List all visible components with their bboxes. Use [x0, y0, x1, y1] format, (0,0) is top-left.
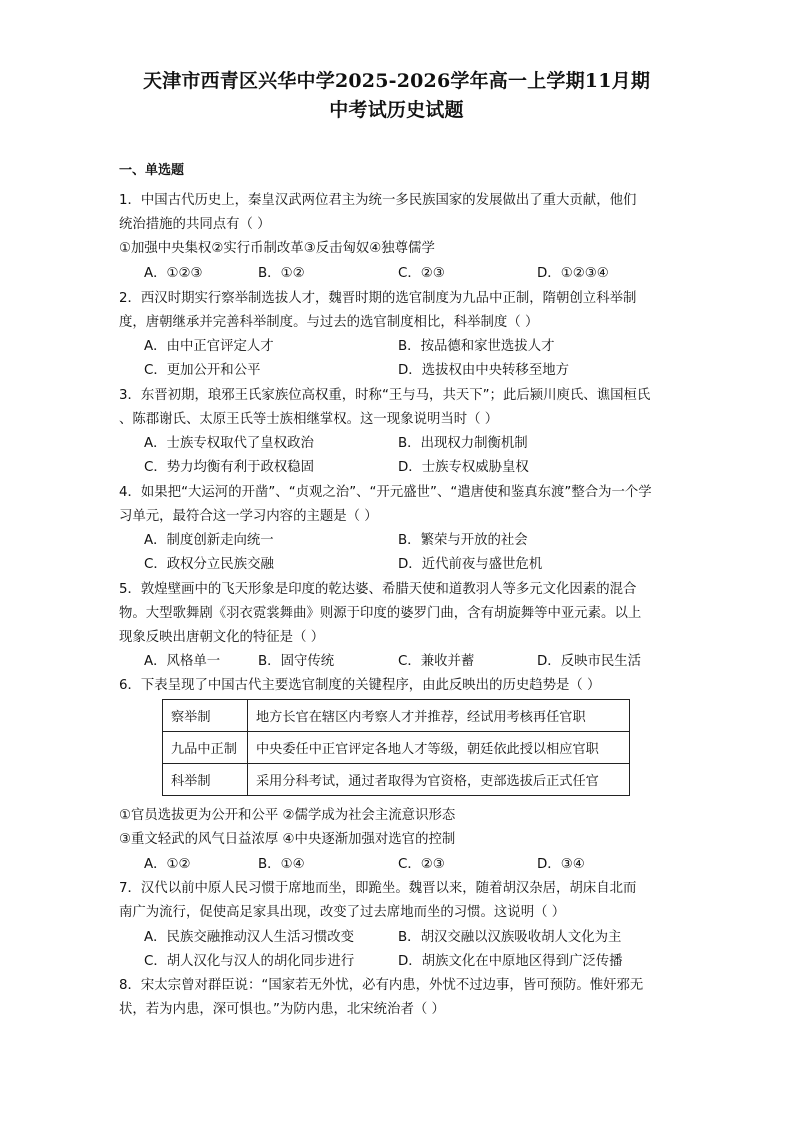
- q5-stem-line-3: 现象反映出唐朝文化的特征是（ ）: [119, 630, 325, 645]
- table-row: [163, 700, 630, 732]
- q2-stem-line-2: 度，唐朝继承并完善科举制度。与过去的选官制度相比，科举制度（ ）: [119, 315, 539, 330]
- q2-option-a[interactable]: A．由中正官评定人才: [144, 339, 274, 354]
- q3-option-b[interactable]: B．出现权力制衡机制: [398, 436, 528, 451]
- q4-option-d[interactable]: D．近代前夜与盛世危机: [398, 557, 543, 572]
- q1-option-b[interactable]: B．①②: [258, 266, 305, 281]
- q5-option-a[interactable]: A．风格单一: [144, 654, 221, 669]
- table-cell-procedure: 采用分科考试，通过者取得为官资格，吏部选拔后正式任官: [248, 764, 630, 796]
- exam-title-line-2: 中考试历史试题: [329, 99, 464, 121]
- q2-option-b[interactable]: B．按品德和家世选拔人才: [398, 339, 555, 354]
- q7-stem-line-2: 南广为流行，促使高足家具出现，改变了过去席地而坐的习惯。这说明（ ）: [119, 905, 566, 920]
- q6-option-b[interactable]: B．①④: [258, 857, 305, 872]
- table-cell-procedure: 中央委任中正官评定各地人才等级，朝廷依此授以相应官职: [248, 732, 630, 764]
- q5-stem-line-1: 5．敦煌壁画中的飞天形象是印度的乾达婆、希腊天使和道教羽人等多元文化因素的混合: [119, 582, 637, 597]
- q5-option-d[interactable]: D．反映市民生活: [537, 654, 642, 669]
- table-row: [163, 764, 630, 796]
- q4-stem-line-2: 习单元，最符合这一学习内容的主题是（ ）: [119, 509, 378, 524]
- q3-stem-line-2: 、陈郡谢氏、太原王氏等士族相继掌权。这一现象说明当时（ ）: [119, 412, 499, 427]
- q5-option-b[interactable]: B．固守传统: [258, 654, 335, 669]
- q1-stem-line-1: 1．中国古代历史上，秦皇汉武两位君主为统一多民族国家的发展做出了重大贡献，他们: [119, 193, 637, 208]
- table-cell-system: 科举制: [163, 764, 248, 796]
- section-heading: 一、单选题: [119, 163, 185, 178]
- table-cell-procedure: 地方长官在辖区内考察人才并推荐，经试用考核再任官职: [248, 700, 630, 732]
- q6-stem-line-1: 6．下表呈现了中国古代主要选官制度的关键程序，由此反映出的历史趋势是（ ）: [119, 678, 601, 693]
- q2-stem-line-1: 2．西汉时期实行察举制选拔人才，魏晋时期的选官制度为九品中正制，隋朝创立科举制: [119, 291, 637, 306]
- q6-statements-line-1: ①官员选拔更为公开和公平 ②儒学成为社会主流意识形态: [119, 808, 456, 823]
- q1-option-a[interactable]: A．①②③: [144, 266, 203, 281]
- table-row: [163, 732, 630, 764]
- table-cell-system: 九品中正制: [163, 732, 248, 764]
- q5-stem-line-2: 物。大型歌舞剧《羽衣霓裳舞曲》则源于印度的婆罗门曲，含有胡旋舞等中亚元素。以上: [119, 606, 642, 621]
- q1-option-c[interactable]: C．②③: [398, 266, 445, 281]
- exam-title-line-1: 天津市西青区兴华中学2025-2026学年高一上学期11月期: [142, 70, 651, 92]
- q1-statements: ①加强中央集权②实行币制改革③反击匈奴④独尊儒学: [119, 241, 435, 256]
- q3-option-c[interactable]: C．势力均衡有利于政权稳固: [144, 460, 315, 475]
- q7-option-d[interactable]: D．胡族文化在中原地区得到广泛传播: [398, 954, 623, 969]
- q2-option-c[interactable]: C．更加公开和公平: [144, 363, 261, 378]
- q8-stem-line-2: 状，若为内患，深可惧也。”为防内患，北宋统治者（ ）: [119, 1002, 445, 1017]
- q7-option-c[interactable]: C．胡人汉化与汉人的胡化同步进行: [144, 954, 355, 969]
- q8-stem-line-1: 8．宋太宗曾对群臣说：“国家若无外忧，必有内患，外忧不过边事，皆可预防。惟奸邪无: [119, 978, 644, 993]
- q4-option-a[interactable]: A．制度创新走向统一: [144, 533, 274, 548]
- q4-option-b[interactable]: B．繁荣与开放的社会: [398, 533, 528, 548]
- q6-option-c[interactable]: C．②③: [398, 857, 445, 872]
- q6-statements-line-2: ③重文轻武的风气日益浓厚 ④中央逐渐加强对选官的控制: [119, 832, 456, 847]
- q1-option-d[interactable]: D．①②③④: [537, 266, 609, 281]
- q6-option-d[interactable]: D．③④: [537, 857, 585, 872]
- q3-option-d[interactable]: D．士族专权威胁皇权: [398, 460, 529, 475]
- q1-stem-line-2: 统治措施的共同点有（ ）: [119, 217, 271, 232]
- q4-stem-line-1: 4．如果把“大运河的开凿”、“贞观之治”、“开元盛世”、“遣唐使和鉴真东渡”整合为一个学: [119, 485, 652, 500]
- table-cell-system: 察举制: [163, 700, 248, 732]
- q7-option-b[interactable]: B．胡汉交融以汉族吸收胡人文化为主: [398, 930, 622, 945]
- q7-option-a[interactable]: A．民族交融推动汉人生活习惯改变: [144, 930, 355, 945]
- q3-option-a[interactable]: A．士族专权取代了皇权政治: [144, 436, 314, 451]
- q4-option-c[interactable]: C．政权分立民族交融: [144, 557, 274, 572]
- q5-option-c[interactable]: C．兼收并蓄: [398, 654, 475, 669]
- q7-stem-line-1: 7．汉代以前中原人民习惯于席地而坐，即跪坐。魏晋以来，随着胡汉杂居，胡床自北而: [119, 881, 637, 896]
- q2-option-d[interactable]: D．选拔权由中央转移至地方: [398, 363, 569, 378]
- q3-stem-line-1: 3．东晋初期，琅邪王氏家族位高权重，时称“王与马，共天下”；此后颍川庾氏、谯国桓氏: [119, 388, 651, 403]
- selection-system-table: [162, 699, 630, 796]
- q6-option-a[interactable]: A．①②: [144, 857, 191, 872]
